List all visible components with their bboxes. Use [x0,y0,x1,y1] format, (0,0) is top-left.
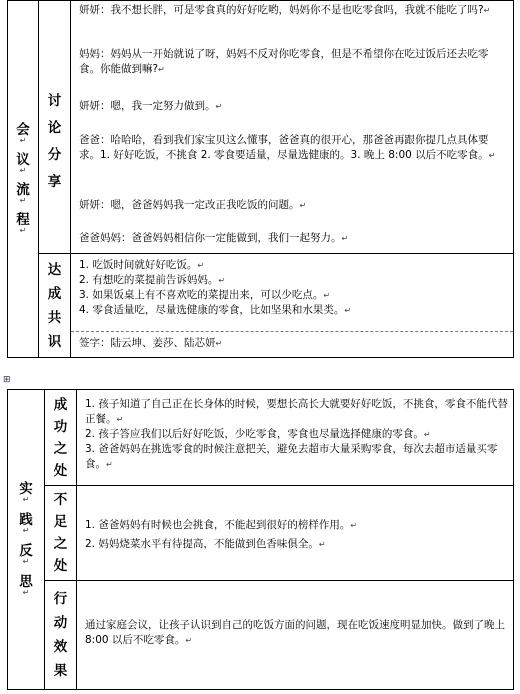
discussion-line: 爸爸妈妈：爸爸妈妈相信你一定能做到，我们一起努力。↵ [79,232,349,244]
effect-content [85,618,509,648]
shortfall-content [85,518,509,552]
effect-text: 通过家庭会议，让孩子认识到自己的吃饭方面的问题，现在吃饭速度明显加快。做到了晚上 8:00 以后不吃零食。↵ [85,619,505,646]
signature-line: 签字：陆云坤、姜莎、陆芯妍↵ [79,337,223,349]
reflection-table [7,389,514,690]
consensus-content [79,258,509,330]
discussion-line: 妍妍：嗯，我一定努力做到。↵ [79,100,223,112]
effect-label: 行 动 效 果 [53,591,68,679]
row-divider [39,253,513,254]
consensus-item: 1. 吃饭时间就好好吃饭。↵ [79,259,205,271]
success-item: 1. 孩子知道了自己正在长身体的时候，要想长高长大就要好好吃饭，不挑食，零食不能代替正餐。↵ [85,398,508,425]
dashed-divider [71,331,513,332]
table-move-handle-icon[interactable]: ⊞ [3,375,11,385]
success-label: 成 功 之 处 [53,396,68,479]
consensus-item: 4. 零食适量吃，尽量选健康的零食，比如坚果和水果类。↵ [79,304,352,316]
discussion-line: 妍妍：我不想长胖，可是零食真的好好吃哟，妈妈你不是也吃零食吗，我就不能吃了吗?↵ [79,4,491,16]
success-content [85,397,509,472]
meeting-process-label: 会 ↵ 议 ↵ 流 ↵ 程 ↵ [16,122,30,235]
discussion-label: 讨 论 分 享 [47,92,62,190]
row-divider [45,580,513,581]
discussion-line: 妈妈：妈妈从一开始就说了呀，妈妈不反对你吃零食，但是不希望你在吃过饭后还去吃零食。你能做到嘛?↵ [79,48,489,75]
success-item: 3. 爸爸妈妈在挑选零食的时候注意把关，避免去超市大量采购零食，每次去超市适量买零食。↵ [85,443,498,470]
col-divider [76,390,77,689]
success-item: 2. 孩子答应我们以后好好吃饭，少吃零食，零食也尽量选择健康的零食。↵ [85,428,431,440]
discussion-line: 爸爸：哈哈哈，看到我们家宝贝这么懂事，爸爸真的很开心，那爸爸再跟你提几点具体要求。1. 好好吃饭，不挑食 2. 零食要适量，尽量选健康的。3. 晚上 8:00 以后不吃零食。↵ [79,134,496,161]
consensus-item: 3. 如果饭桌上有不喜欢吃的菜提出来，可以少吃点。↵ [79,289,331,301]
discussion-content [79,3,509,253]
meeting-table [7,0,514,358]
row-divider [45,485,513,486]
shortfall-item: 1. 爸爸妈妈有时候也会挑食，不能起到很好的榜样作用。↵ [85,519,358,531]
col-divider [70,1,71,357]
practice-reflection-label: 实 ↵ 践 ↵ 反 ↵ 思 ↵ [19,481,33,597]
discussion-line: 妍妍：嗯，爸爸妈妈我一定改正我吃饭的问题。↵ [79,199,307,211]
shortfall-item: 2. 妈妈烧菜水平有待提高，不能做到色香味俱全。↵ [85,538,326,550]
shortfall-label: 不 足 之 处 [53,492,68,574]
consensus-label: 达 成 共 识 [47,261,62,350]
consensus-item: 2. 有想吃的菜提前告诉妈妈。↵ [79,274,226,286]
